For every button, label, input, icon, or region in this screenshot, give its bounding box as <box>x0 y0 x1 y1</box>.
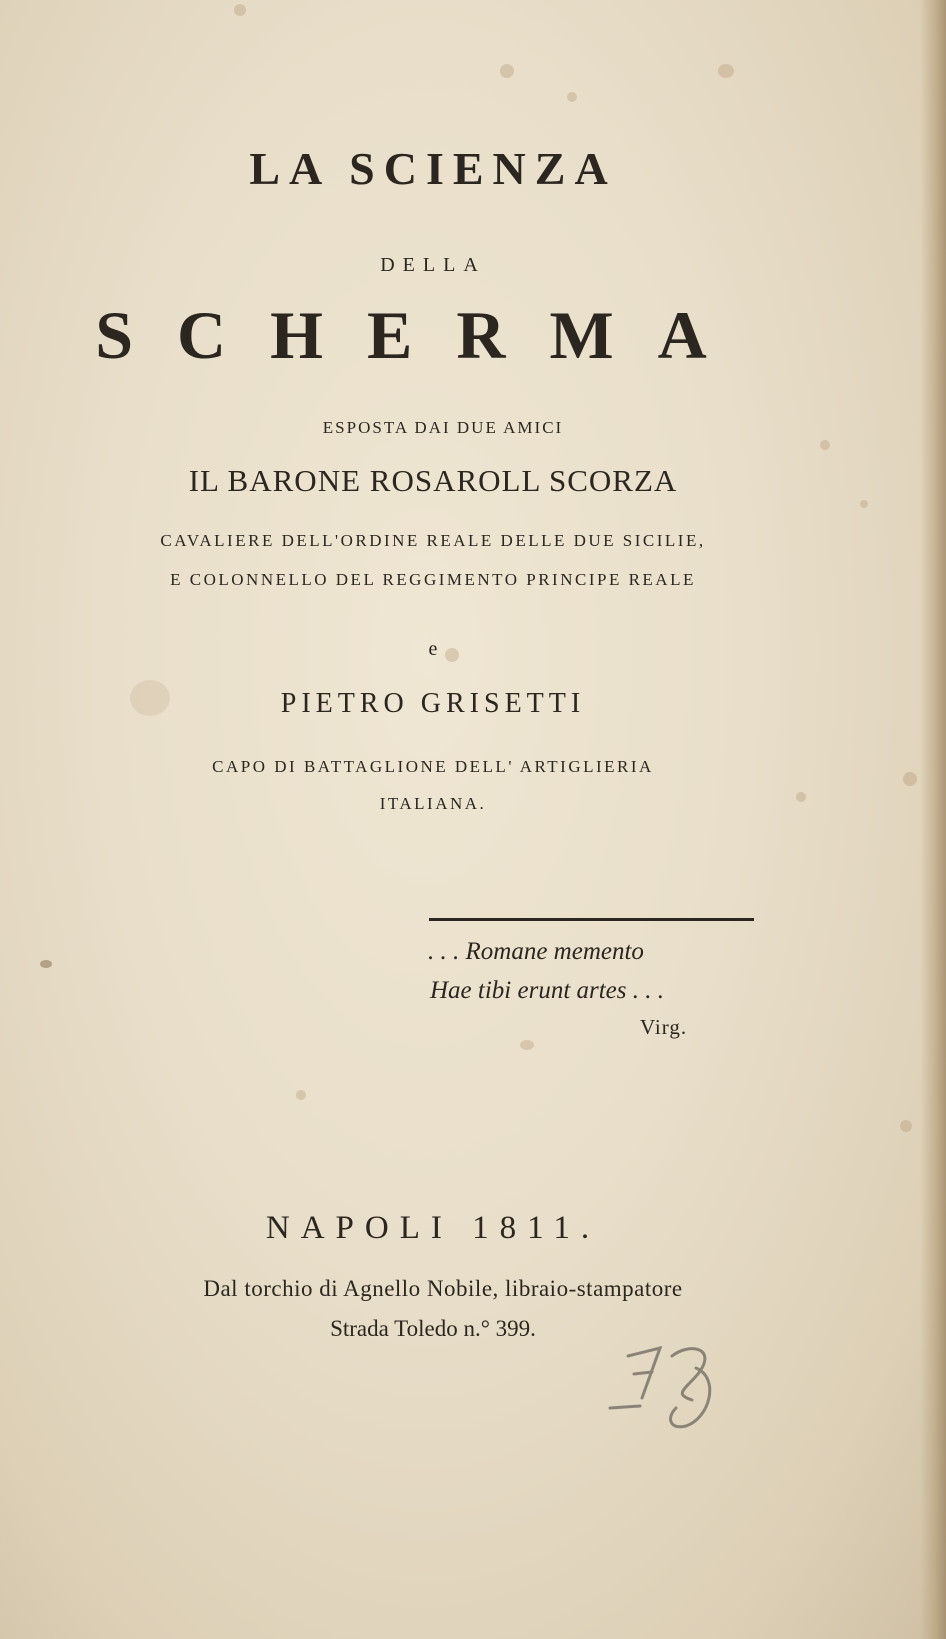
author-1-name: IL BARONE ROSAROLL SCORZA <box>188 463 678 498</box>
author-2-name: PIETRO GRISETTI <box>280 688 586 719</box>
subtitle: ESPOSTA DAI DUE AMICI <box>322 418 564 437</box>
conjunction: e <box>428 638 438 660</box>
title-line-la-scienza: LA SCIENZA <box>249 143 617 194</box>
epigraph-attribution: Virg. <box>640 1015 688 1039</box>
imprint-printer: Dal torchio di Agnello Nobile, libraio-stampatore <box>203 1276 683 1301</box>
epigraph-line-2: Hae tibi erunt artes . . . <box>430 977 665 1004</box>
author-1-description-2: E COLONNELLO DEL REGGIMENTO PRINCIPE REALE <box>170 570 696 589</box>
author-1-description-1: CAVALIERE DELL'ORDINE REALE DELLE DUE SICILIE, <box>160 531 706 550</box>
imprint-place-year: NAPOLI 1811. <box>265 1210 601 1246</box>
author-2-description-1: CAPO DI BATTAGLIONE DELL' ARTIGLIERIA <box>212 757 654 776</box>
title-della: DELLA <box>380 254 486 276</box>
author-2-description-2: ITALIANA. <box>379 794 487 813</box>
imprint-address: Strada Toledo n.° 399. <box>330 1316 536 1341</box>
main-title: SCHERMA <box>95 297 751 373</box>
epigraph-rule <box>429 918 754 921</box>
page-edge-shadow <box>920 0 946 1639</box>
epigraph-line-1: . . . Romane memento <box>428 938 644 965</box>
handwritten-shelf-mark <box>600 1338 750 1448</box>
